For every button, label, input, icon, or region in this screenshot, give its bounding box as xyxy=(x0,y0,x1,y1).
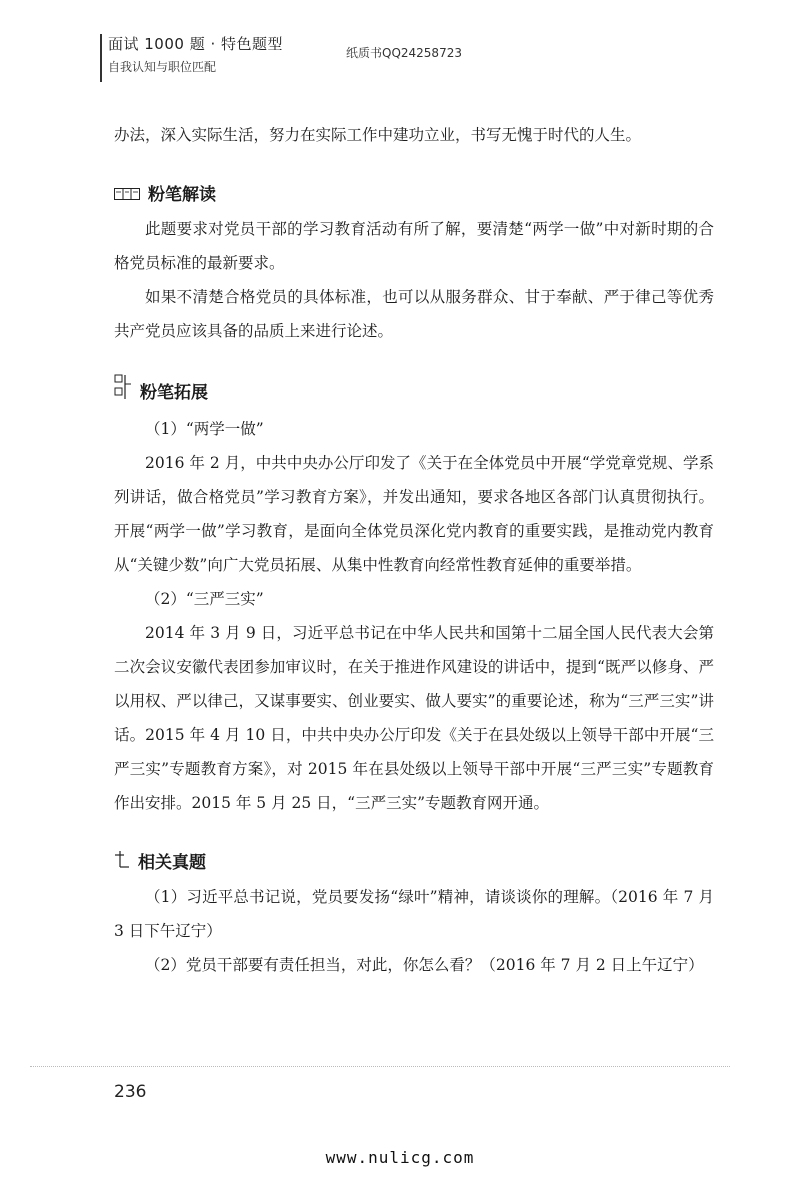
question-item: （2）党员干部要有责任担当，对此，你怎么看？（2016 年 7 月 2 日上午辽宁） xyxy=(145,956,704,974)
subsection-title: （2）“三严三实” xyxy=(145,590,264,608)
book-icon xyxy=(114,178,140,212)
question-item: （1）习近平总书记说，党员要发扬“绿叶”精神，请谈谈你的理解。（2016 年 7 月 3 日下午辽宁） xyxy=(114,888,714,940)
section-heading-related-questions xyxy=(114,846,714,880)
watermark-text: 纸质书QQ24258723 xyxy=(346,46,462,60)
paragraph: 如果不清楚合格党员的具体标准，也可以从服务群众、甘于奉献、严于律己等优秀共产党员应该具备的品质上来进行论述。 xyxy=(114,288,714,340)
paragraph: 2016 年 2 月，中共中央办公厅印发了《关于在全体党员中开展“学党章党规、学系列讲话，做合格党员”学习教育方案》，并发出通知，要求各地区各部门认真贯彻执行。开展“两学一做”学习教育，是面向全体党员深化党内教育的重要实践，是推动党内教育从“关键少数”向广大党员拓展、从集中性教育向经常性教育延伸的重要举措。 xyxy=(114,454,714,574)
header-subtitle: 自我认知与职位匹配 xyxy=(108,60,217,74)
page-content xyxy=(114,118,714,982)
page-number: 236 xyxy=(114,1082,147,1102)
section-heading-extension xyxy=(114,374,714,412)
header-title: 面试 1000 题 · 特色题型 xyxy=(108,35,284,53)
paragraph: 此题要求对党员干部的学习教育活动有所了解，要清楚“两学一做”中对新时期的合格党员标准的最新要求。 xyxy=(114,220,714,272)
corner-icon xyxy=(114,846,130,880)
running-header xyxy=(100,34,283,82)
subsection-title: （1）“两学一做” xyxy=(145,420,264,438)
bracket-icon xyxy=(114,374,132,412)
section-heading-interpretation xyxy=(114,178,714,212)
footer-divider xyxy=(30,1066,730,1067)
section-title: 粉笔解读 xyxy=(148,185,216,205)
section-title: 粉笔拓展 xyxy=(140,383,208,403)
footer-url: www.nulicg.com xyxy=(325,1148,475,1167)
continued-paragraph: 办法，深入实际生活，努力在实际工作中建功立业，书写无愧于时代的人生。 xyxy=(114,126,642,144)
paragraph: 2014 年 3 月 9 日，习近平总书记在中华人民共和国第十二届全国人民代表大会第二次会议安徽代表团参加审议时，在关于推进作风建设的讲话中，提到“既严以修身、严以用权、严以律己，又谋事要实、创业要实、做人要实”的重要论述，称为“三严三实”讲话。2015 年 4 月 10 日，中共中央办公厅印发《关于在县处级以上领导干部中开展“三严三实”专题教育方案》，对 2015 年在县处级以上领导干部中开展“三严三实”专题教育作出安排。2015 年 5 月 25 日，“三严三实”专题教育网开通。 xyxy=(114,624,714,812)
section-title: 相关真题 xyxy=(138,853,206,873)
